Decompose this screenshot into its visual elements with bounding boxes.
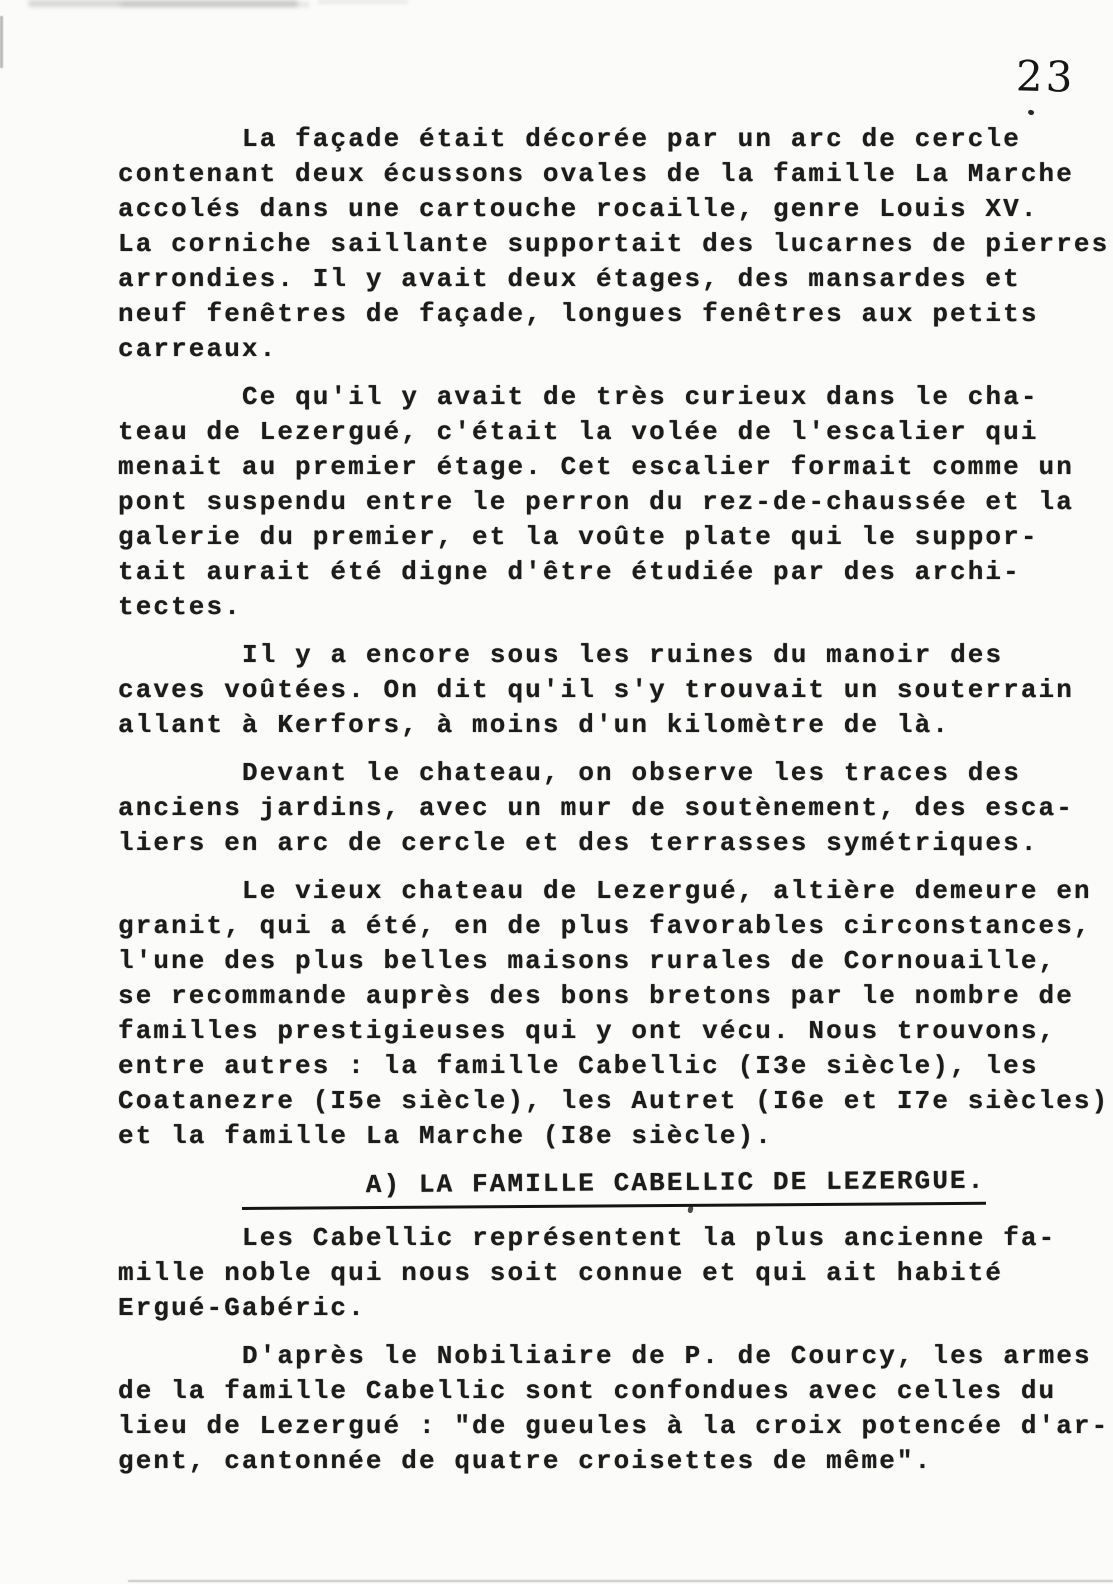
text-line: lieu de Lezergué : "de gueules à la croix potencée d'ar- <box>118 1411 1110 1441</box>
text-line: familles prestigieuses qui y ont vécu. Nous trouvons, <box>118 1016 1057 1046</box>
text-line: La façade était décorée par un arc de cercle <box>242 124 1021 154</box>
text-line: neuf fenêtres de façade, longues fenêtres aux petits <box>118 299 1039 329</box>
text-line: accolés dans une cartouche rocaille, genre Louis XV. <box>118 194 1039 224</box>
page-number-dot <box>1027 109 1034 116</box>
text-line: La corniche saillante supportait des lucarnes de pierres <box>118 229 1110 259</box>
page-number: 23 <box>1015 51 1077 102</box>
text-line: mille noble qui nous soit connue et qui ait habité <box>118 1258 1004 1288</box>
paragraph <box>118 638 1110 743</box>
paragraph <box>118 122 1110 367</box>
text-line: carreaux. <box>118 334 278 364</box>
text-line: liers en arc de cercle et des terrasses symétriques. <box>118 828 1039 858</box>
text-line: de la famille Cabellic sont confondues avec celles du <box>118 1376 1057 1406</box>
text-line: et la famille La Marche (I8e siècle). <box>118 1121 773 1151</box>
text-line: Le vieux chateau de Lezergué, altière demeure en <box>242 876 1092 906</box>
text-line: Les Cabellic représentent la plus ancienne fa- <box>242 1223 1057 1253</box>
scan-edge-mark <box>0 16 3 68</box>
text-line: gent, cantonnée de quatre croisettes de même". <box>118 1446 933 1476</box>
text-line: Il y a encore sous les ruines du manoir des <box>242 640 1004 670</box>
scan-edge-line <box>128 1580 1113 1582</box>
text-line: tait aurait été digne d'être étudiée par des archi- <box>118 557 1021 587</box>
text-line: allant à Kerfors, à moins d'un kilomètre de là. <box>118 710 951 740</box>
paragraph <box>118 380 1110 625</box>
text-line: pont suspendu entre le perron du rez-de-chaussée et la <box>118 487 1074 517</box>
text-line: contenant deux écussons ovales de la famille La Marche <box>118 159 1074 189</box>
document-body <box>118 122 1110 1492</box>
section-heading-row <box>118 1165 1110 1204</box>
text-line: D'après le Nobiliaire de P. de Courcy, les armes <box>242 1341 1092 1371</box>
text-line: galerie du premier, et la voûte plate qui le suppor- <box>118 522 1039 552</box>
paragraph <box>118 874 1110 1154</box>
text-line: entre autres : la famille Cabellic (I3e siècle), les <box>118 1051 1039 1081</box>
text-line: granit, qui a été, en de plus favorables circonstances, <box>118 911 1092 941</box>
text-line: Devant le chateau, on observe les traces des <box>242 758 1021 788</box>
scan-smudge <box>120 2 310 7</box>
text-line: teau de Lezergué, c'était la volée de l'escalier qui <box>118 417 1039 447</box>
scan-smudge <box>318 0 408 4</box>
paragraph <box>118 756 1110 861</box>
text-line: menait au premier étage. Cet escalier formait comme un <box>118 452 1074 482</box>
text-line: l'une des plus belles maisons rurales de Cornouaille, <box>118 946 1057 976</box>
text-line: caves voûtées. On dit qu'il s'y trouvait un souterrain <box>118 675 1074 705</box>
text-line: anciens jardins, avec un mur de soutènement, des esca- <box>118 793 1074 823</box>
paragraph <box>118 1221 1110 1326</box>
paragraph <box>118 1339 1110 1479</box>
text-line: Ergué-Gabéric. <box>118 1293 366 1323</box>
section-heading: A) LA FAMILLE CABELLIC DE LEZERGUE. <box>242 1164 986 1210</box>
text-line: tectes. <box>118 592 242 622</box>
text-line: se recommande auprès des bons bretons par le nombre de <box>118 981 1074 1011</box>
text-line: Coatanezre (I5e siècle), les Autret (I6e et I7e siècles) <box>118 1086 1110 1116</box>
text-line: Ce qu'il y avait de très curieux dans le cha- <box>242 382 1039 412</box>
text-line: arrondies. Il y avait deux étages, des mansardes et <box>118 264 1021 294</box>
